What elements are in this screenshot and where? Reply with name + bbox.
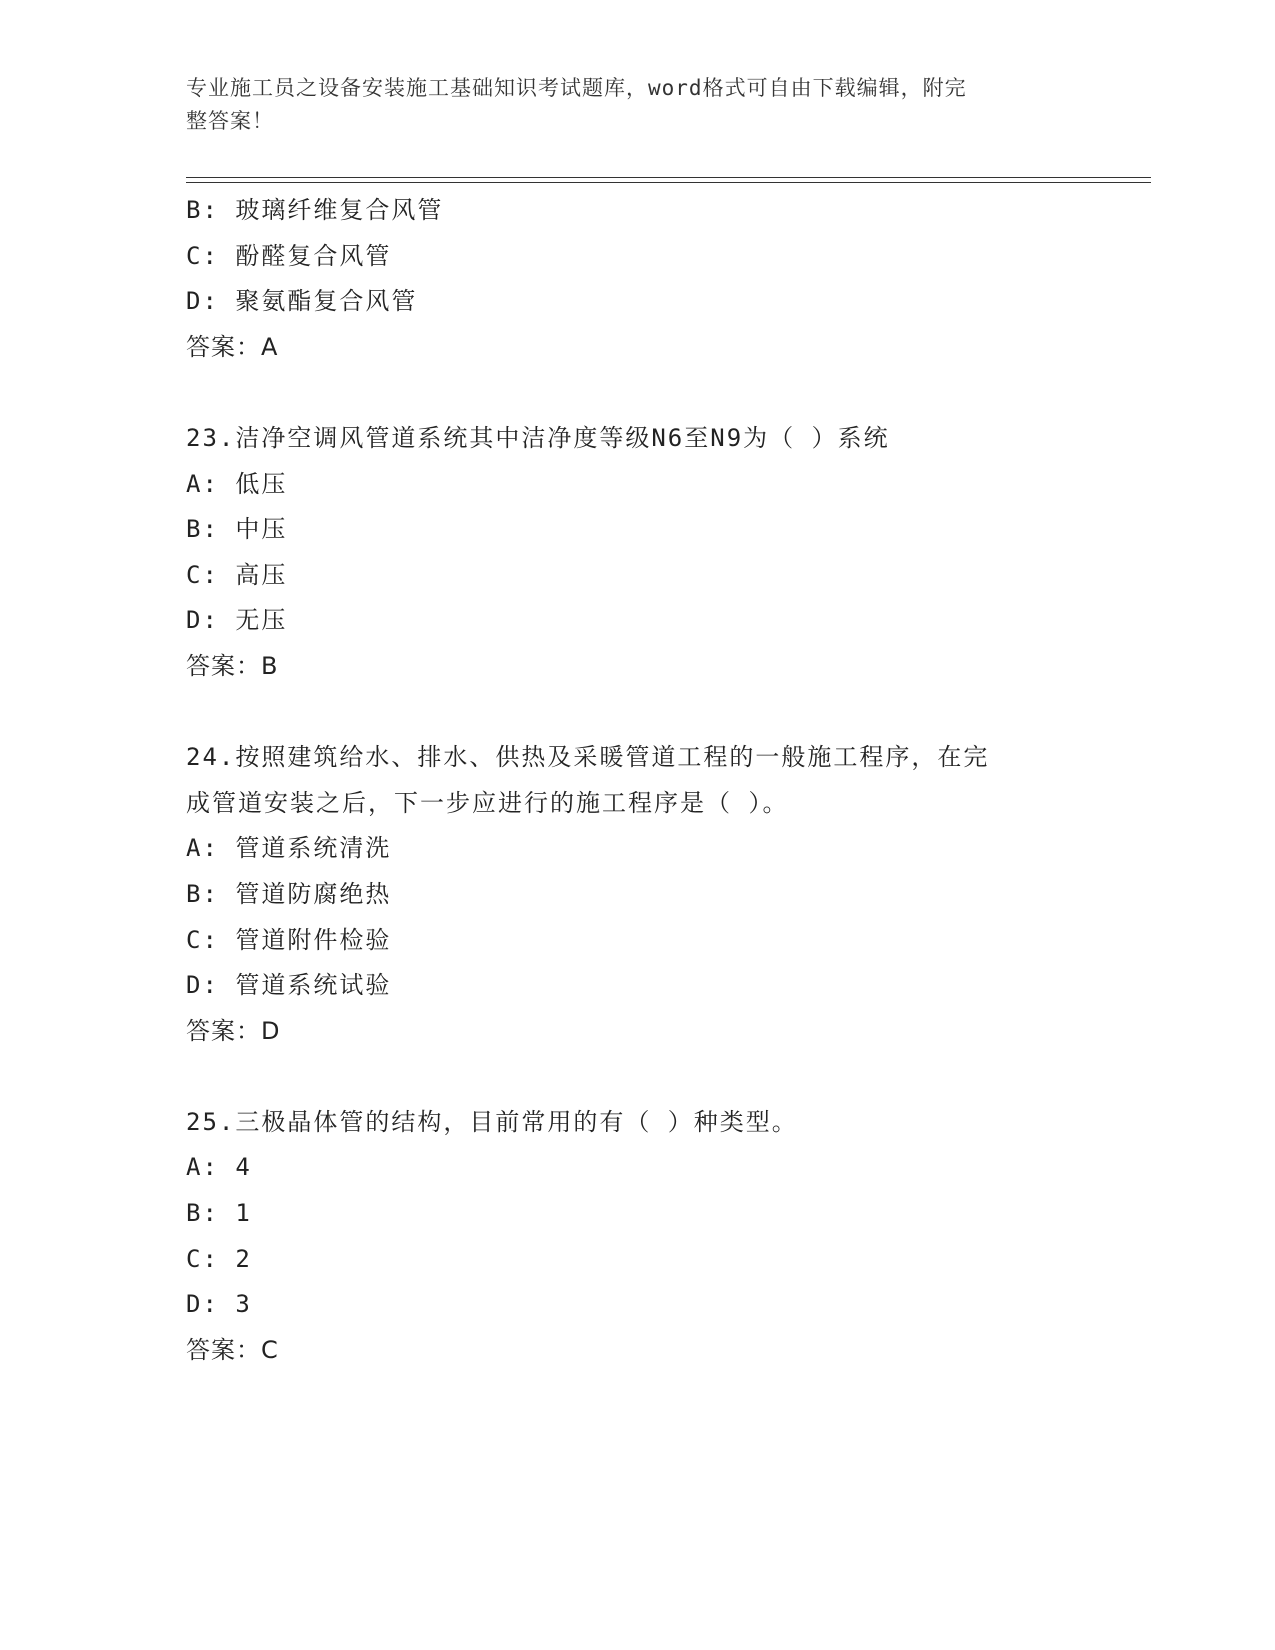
- option-c: C: 酚醛复合风管: [186, 241, 392, 270]
- option-b: B: 管道防腐绝热: [186, 879, 392, 908]
- question-25: [186, 1100, 1086, 1374]
- document-header: [186, 72, 1066, 138]
- option-b: B: 中压: [186, 515, 288, 544]
- option-a: A: 4: [186, 1153, 252, 1182]
- option-d: D: 3: [186, 1290, 252, 1319]
- option-a: A: 管道系统清洗: [186, 834, 392, 863]
- option-b: B: 1: [186, 1199, 252, 1228]
- question-stem: 25.三极晶体管的结构，目前常用的有（ ）种类型。: [186, 1107, 798, 1136]
- answer-line: 答案：A: [186, 332, 279, 361]
- option-d: D: 聚氨酯复合风管: [186, 287, 418, 316]
- option-d: D: 无压: [186, 606, 288, 635]
- header-rule-top: [186, 177, 1151, 178]
- option-c: C: 管道附件检验: [186, 925, 392, 954]
- option-b: B: 玻璃纤维复合风管: [186, 196, 444, 224]
- question-stem-continued: 成管道安装之后，下一步应进行的施工程序是（ ）。: [186, 788, 789, 817]
- header-rule-bottom: [186, 182, 1151, 183]
- answer-line: 答案：D: [186, 1016, 281, 1045]
- option-c: C: 高压: [186, 560, 288, 589]
- answer-line: 答案：B: [186, 651, 279, 680]
- question-stem: 24.按照建筑给水、排水、供热及采暖管道工程的一般施工程序，在完: [186, 743, 990, 772]
- question-23: [186, 416, 1086, 690]
- option-c: C: 2: [186, 1244, 252, 1273]
- option-d: D: 管道系统试验: [186, 971, 392, 1000]
- question-24: [186, 735, 1086, 1054]
- question-stem: 23.洁净空调风管道系统其中洁净度等级N6至N9为（ ）系统: [186, 423, 890, 452]
- question-22-fragment: [186, 188, 1086, 370]
- header-line-1: 专业施工员之设备安装施工基础知识考试题库，word格式可自由下载编辑，附完: [186, 76, 967, 100]
- header-line-2: 整答案！: [186, 109, 274, 133]
- answer-line: 答案：C: [186, 1335, 279, 1364]
- option-a: A: 低压: [186, 469, 288, 498]
- question-list: [186, 188, 1086, 1373]
